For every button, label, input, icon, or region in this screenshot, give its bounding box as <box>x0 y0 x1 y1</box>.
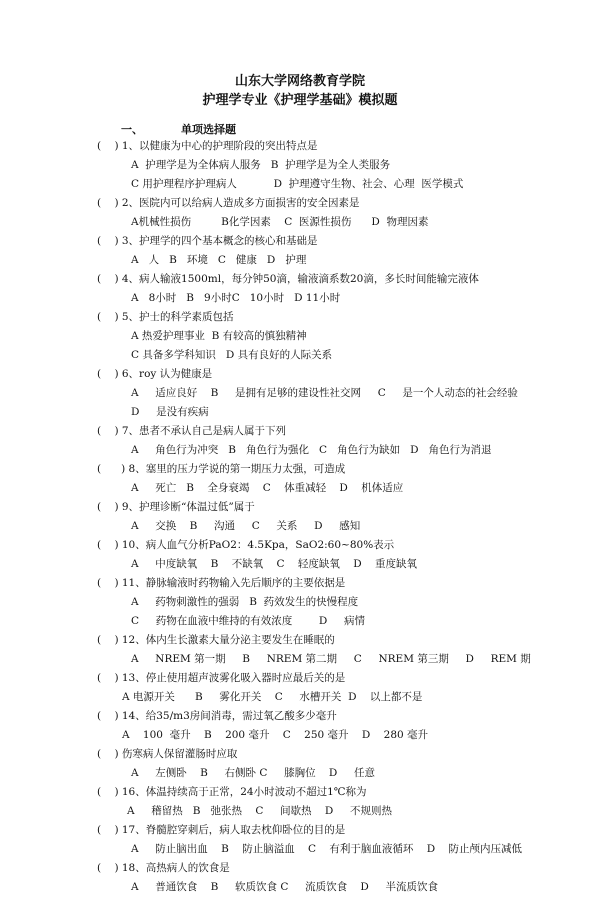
question-stem: ( ) 13、停止使用超声波雾化吸入器时应最后关的是 <box>97 672 346 684</box>
question-options: A 普通饮食 B 软质饮食 C 流质饮食 D 半流质饮食 <box>131 881 439 893</box>
section-number: 一、 <box>121 123 143 136</box>
question-stem: ( ) 18、高热病人的饮食是 <box>97 862 230 874</box>
question-options: A 交换 B 沟通 C 关系 D 感知 <box>131 520 361 532</box>
question-stem: ( ) 10、病人血气分析PaO2：4.5Kpa，SaO2:60~80%表示 <box>97 539 395 551</box>
question-stem: ( ) 12、体内生长激素大量分泌主要发生在睡眠的 <box>97 634 335 646</box>
question-stem: ( ) 5、护士的科学素质包括 <box>97 311 234 323</box>
section-title: 单项选择题 <box>181 123 236 136</box>
question-options: D 是没有疾病 <box>131 406 209 418</box>
question-options: A 人 B 环境 C 健康 D 护理 <box>131 254 307 266</box>
question-options: A机械性损伤 B化学因素 C 医源性损伤 D 物理因素 <box>131 216 429 228</box>
question-options: A 稽留热 B 弛张热 C 间歇热 D 不规则热 <box>127 805 393 817</box>
question-stem: ( ) 3、护理学的四个基本概念的核心和基础是 <box>97 235 318 247</box>
question-stem: ( ) 8、塞里的压力学说的第一期压力太强，可造成 <box>97 463 346 475</box>
question-stem: ( ) 11、静脉输液时药物输入先后顺序的主要依据是 <box>97 577 346 589</box>
question-options: A 角色行为冲突 B 角色行为强化 C 角色行为缺如 D 角色行为消退 <box>131 444 492 456</box>
question-options: A NREM 第一期 B NREM 第二期 C NREM 第三期 D REM 期 <box>131 653 531 665</box>
question-options: A 100 毫升 B 200 毫升 C 250 毫升 D 280 毫升 <box>122 729 429 741</box>
question-options: A 热爱护理事业 B 有较高的慎独精神 <box>131 330 307 342</box>
question-stem: ( ) 17、脊髓腔穿刺后，病人取去枕仰卧位的目的是 <box>97 824 346 836</box>
question-options: A 8小时 B 9小时C 10小时 D 11小时 <box>131 292 341 304</box>
school-title: 山东大学网络教育学院 <box>234 74 365 89</box>
question-stem: ( ) 2、医院内可以给病人造成多方面损害的安全因素是 <box>97 197 360 209</box>
question-options: A 中度缺氧 B 不缺氧 C 轻度缺氧 D 重度缺氧 <box>131 558 418 570</box>
question-stem: ( ) 伤寒病人保留灌肠时应取 <box>97 748 238 760</box>
question-options: A 护理学是为全体病人服务 B 护理学是为全人类服务 <box>131 159 391 171</box>
section-heading <box>121 123 236 137</box>
question-options: A 药物刺激性的强弱 B 药效发生的快慢程度 <box>131 596 359 608</box>
question-stem: ( ) 7、患者不承认自己是病人属于下列 <box>97 425 287 437</box>
question-options: C 药物在血液中维持的有效浓度 D 病情 <box>131 615 366 627</box>
question-stem: ( ) 9、护理诊断“体温过低”属于 <box>97 501 255 513</box>
question-stem: ( ) 4、病人输液1500ml，每分钟50滴，输液滴系数20滴，多长时间能输完液体 <box>97 273 479 285</box>
question-options: C 具备多学科知识 D 具有良好的人际关系 <box>131 349 333 361</box>
question-options: A 电源开关 B 雾化开关 C 水槽开关 D 以上都不是 <box>122 691 423 703</box>
question-stem: ( ) 6、roy 认为健康是 <box>97 368 213 380</box>
question-options: C 用护理程序护理病人 D 护理遵守生物、社会、心理 医学模式 <box>131 178 464 190</box>
exam-title: 护理学专业《护理学基础》模拟题 <box>202 93 398 108</box>
question-options: A 防止脑出血 B 防止脑溢血 C 有利于脑血液循环 D 防止颅内压减低 <box>131 843 523 855</box>
question-stem: ( ) 16、体温持续高于正常，24小时波动不超过1℃称为 <box>97 786 367 798</box>
question-options: A 适应良好 B 是拥有足够的建设性社交网 C 是一个人动态的社会经验 <box>131 387 518 399</box>
question-options: A 死亡 B 全身衰竭 C 体重减轻 D 机体适应 <box>131 482 404 494</box>
question-stem: ( ) 1、以健康为中心的护理阶段的突出特点是 <box>97 140 318 152</box>
question-stem: ( ) 14、给35/m3房间消毒，需过氧乙酸多少毫升 <box>97 710 337 722</box>
question-options: A 左侧卧 B 右侧卧 C 膝胸位 D 任意 <box>131 767 376 779</box>
question-list <box>0 137 600 897</box>
